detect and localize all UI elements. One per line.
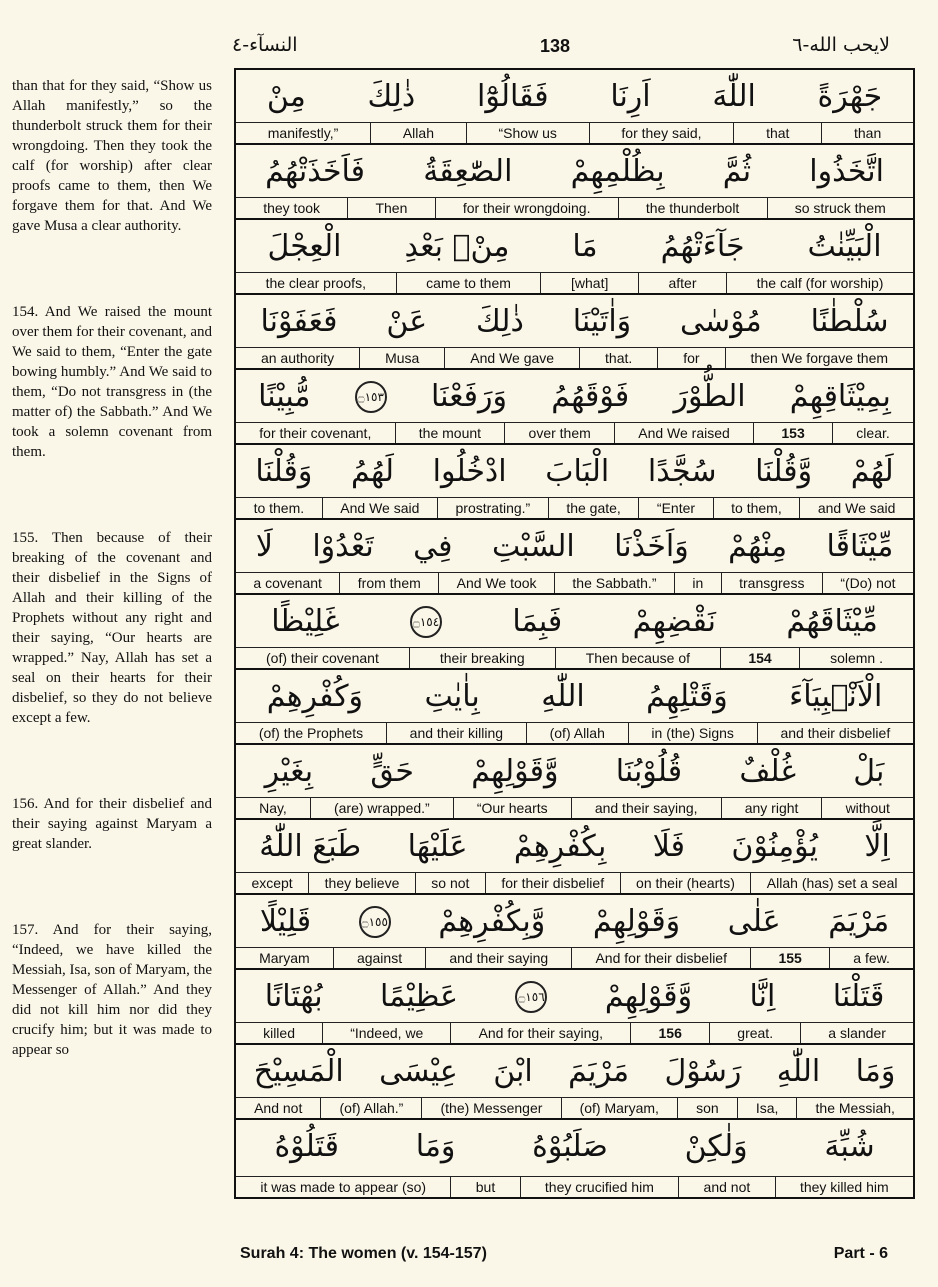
arabic-line	[236, 445, 913, 498]
english-gloss-line	[236, 1022, 913, 1043]
arabic-word: بَلْ	[853, 754, 885, 789]
arabic-word: وَّقَوْلِهِمْ	[604, 979, 693, 1014]
arabic-word: اللّٰهِ	[776, 1054, 821, 1089]
arabic-line	[236, 370, 913, 423]
gloss-cell: a few.	[829, 948, 913, 968]
arabic-word: فَقَالُوْٓا	[476, 79, 549, 114]
arabic-word: لَا	[255, 529, 273, 564]
english-gloss-line	[236, 647, 913, 668]
arabic-word: غُلْفٌ	[739, 754, 797, 789]
gloss-cell: they took	[263, 200, 321, 216]
verse-number-cell: 153	[753, 423, 832, 443]
verse-row	[236, 370, 913, 445]
arabic-word: فَعَفَوْنَا	[260, 304, 338, 339]
arabic-word: وَاٰتَيْنَا	[572, 304, 632, 339]
gloss-cell: their breaking	[409, 648, 555, 668]
arabic-line	[236, 670, 913, 723]
verse-row	[236, 445, 913, 520]
gloss-cell: son	[677, 1098, 737, 1118]
arabic-word: السَّبْتِ	[491, 529, 575, 564]
arabic-word: عَظِيْمًا	[380, 979, 459, 1014]
gloss-cell: Allah (has) set a seal	[750, 873, 913, 893]
juz-title-arabic: لايحب الله-٦	[792, 34, 890, 56]
verse-number-cell: 154	[720, 648, 799, 668]
gloss-cell: and not	[678, 1177, 774, 1197]
gloss-cell: solemn .	[799, 648, 913, 668]
gloss-cell: And We took	[438, 573, 554, 593]
gloss-cell: Nay,	[259, 800, 287, 816]
gloss-cell: clear.	[832, 423, 913, 443]
arabic-word: الْمَسِيْحَ	[253, 1054, 344, 1089]
gloss-cell: manifestly,”	[267, 125, 339, 141]
gloss-cell: they crucified him	[520, 1177, 679, 1197]
gloss-cell: and their saying,	[571, 798, 721, 818]
arabic-word: بِغَيْرِ	[264, 754, 314, 789]
arabic-word: وَمَا	[415, 1129, 456, 1164]
ayah-number-marker: ۝١٥٤	[410, 606, 442, 638]
gloss-cell: “Enter	[638, 498, 712, 518]
footer-surah-info: Surah 4: The women (v. 154-157)	[240, 1245, 487, 1262]
arabic-word: الطُّوْرَ	[673, 379, 746, 414]
side-paragraph: than that for they said, “Show us Allah manifestly,” so the thunderbolt struck them for their wrongdoing. Then they took the calf (for worship) after clear proofs came to them, then We forgave them for that. And We gave Musa a clear authority.	[12, 78, 212, 234]
gloss-cell: [what]	[540, 273, 637, 293]
arabic-line	[236, 520, 913, 573]
arabic-word: بِكُفْرِهِمْ	[513, 829, 607, 864]
arabic-word: فِي	[413, 529, 453, 564]
arabic-word: بِظُلْمِهِمْ	[570, 154, 665, 189]
arabic-word: نَقْضِهِمْ	[632, 604, 716, 639]
arabic-word: ذٰلِكَ	[367, 79, 416, 114]
gloss-cell: came to them	[396, 273, 541, 293]
gloss-cell: from them	[339, 573, 438, 593]
arabic-word: بُهْتَانًا	[264, 979, 323, 1014]
gloss-cell: transgress	[721, 573, 822, 593]
gloss-cell: for their wrongdoing.	[435, 198, 618, 218]
gloss-cell: (of) Maryam,	[561, 1098, 678, 1118]
arabic-line	[236, 745, 913, 798]
arabic-word: مِنْ	[266, 79, 306, 114]
english-gloss-line	[236, 1176, 913, 1197]
gloss-cell: And We said	[322, 498, 437, 518]
arabic-word: اتَّخَذُوا	[809, 154, 884, 189]
gloss-cell: for their covenant,	[259, 425, 372, 441]
gloss-cell: to them,	[713, 498, 800, 518]
gloss-cell: a slander	[800, 1023, 913, 1043]
arabic-word: وَلٰكِنْ	[684, 1129, 748, 1164]
arabic-word: عَلٰى	[727, 904, 781, 939]
gloss-cell: And for their disbelief	[571, 948, 750, 968]
english-gloss-line	[236, 947, 913, 968]
arabic-word: وَّقُلْنَا	[755, 454, 813, 489]
gloss-cell: (the) Messenger	[421, 1098, 560, 1118]
arabic-word: بِمِيْثَاقِهِمْ	[789, 379, 891, 414]
arabic-word: ثُمَّ	[722, 154, 752, 189]
arabic-word: اِلَّا	[864, 829, 890, 864]
gloss-cell: to them.	[253, 500, 305, 516]
arabic-word: الْاَنْۢبِيَآءَ	[789, 679, 883, 714]
arabic-word: رَسُوْلَ	[664, 1054, 742, 1089]
gloss-cell: they believe	[308, 873, 415, 893]
word-by-word-grid	[234, 68, 915, 1199]
gloss-cell: an authority	[260, 350, 335, 366]
gloss-cell: “Indeed, we	[322, 1023, 450, 1043]
gloss-cell: And We gave	[444, 348, 579, 368]
arabic-word: غَلِيْظًا	[271, 604, 340, 639]
gloss-cell: in	[674, 573, 721, 593]
gloss-cell: then We forgave them	[725, 348, 913, 368]
arabic-word: الْعِجْلَ	[267, 229, 342, 264]
gloss-cell: except	[251, 875, 293, 891]
gloss-cell: it was made to appear (so)	[260, 1179, 427, 1195]
verse-row	[236, 1045, 913, 1120]
gloss-cell: And We raised	[614, 423, 753, 443]
gloss-cell: a covenant	[253, 575, 322, 591]
gloss-cell: they killed him	[775, 1177, 913, 1197]
gloss-cell: “Our hearts	[453, 798, 571, 818]
arabic-word: وَمَا	[855, 1054, 896, 1089]
gloss-cell: and their disbelief	[757, 723, 913, 743]
arabic-line	[236, 295, 913, 348]
english-gloss-line	[236, 572, 913, 593]
verse-row	[236, 520, 913, 595]
gloss-cell: Maryam	[259, 950, 310, 966]
arabic-line	[236, 220, 913, 273]
arabic-word: طَبَعَ اللّٰهُ	[259, 829, 362, 864]
arabic-word: حَقٍّ	[370, 754, 414, 789]
page-header	[0, 30, 938, 64]
ayah-number-marker: ۝١٥٣	[355, 381, 387, 413]
page-footer	[240, 1245, 900, 1269]
gloss-cell: so not	[415, 873, 485, 893]
gloss-cell: killed	[263, 1025, 295, 1041]
verse-row	[236, 820, 913, 895]
arabic-word: وَرَفَعْنَا	[431, 379, 507, 414]
gloss-cell: “(Do) not	[822, 573, 913, 593]
gloss-cell: the Sabbath.”	[554, 573, 674, 593]
arabic-word: مَرْيَمَ	[568, 1054, 630, 1089]
arabic-word: ادْخُلُوا	[432, 454, 507, 489]
ayah-number-marker: ۝١٥٥	[359, 906, 391, 938]
arabic-word: مُوْسٰى	[680, 304, 762, 339]
arabic-word: وَّقَوْلِهِمْ	[471, 754, 559, 789]
gloss-cell: (are) wrapped.”	[310, 798, 453, 818]
gloss-cell: for they said,	[589, 123, 734, 143]
verse-row	[236, 145, 913, 220]
arabic-word: لَهُمْ	[850, 454, 894, 489]
arabic-word: مُّبِيْنًا	[258, 379, 311, 414]
gloss-cell: (of) their covenant	[266, 650, 379, 666]
arabic-word: عَنْ	[386, 304, 428, 339]
gloss-cell: for	[657, 348, 724, 368]
gloss-cell: and their killing	[386, 723, 526, 743]
gloss-cell: that	[733, 123, 821, 143]
surah-title-arabic: النسآء-٤	[232, 34, 298, 56]
gloss-cell: for their disbelief	[485, 873, 620, 893]
gloss-cell: Musa	[359, 348, 444, 368]
gloss-cell: prostrating.”	[437, 498, 548, 518]
arabic-word: بِاٰيٰتِ	[424, 679, 480, 714]
english-gloss-line	[236, 422, 913, 443]
arabic-word: وَاَخَذْنَا	[614, 529, 689, 564]
english-gloss-line	[236, 497, 913, 518]
gloss-cell: great.	[709, 1023, 800, 1043]
arabic-word: سُلْطٰنًا	[810, 304, 889, 339]
arabic-word: مِّيْثَاقًا	[826, 529, 894, 564]
arabic-word: فَلَا	[652, 829, 685, 864]
arabic-word: وَقَتْلِهِمُ	[646, 679, 728, 714]
footer-part: Part - 6	[833, 1245, 888, 1262]
side-paragraph: 155. Then because of their breaking of the covenant and their disbelief in the Signs of Allah and their killing of the Prophets without any right and their saying, “Our hearts are wrapped.” Nay, Allah has set a seal on their hearts for their disbelief, so they do not believe except a few.	[12, 530, 212, 726]
arabic-word: فَوْقَهُمُ	[551, 379, 630, 414]
verse-row	[236, 745, 913, 820]
arabic-line	[236, 895, 913, 948]
arabic-word: صَلَبُوْهُ	[532, 1129, 608, 1164]
arabic-word: شُبِّهَ	[824, 1129, 875, 1164]
gloss-cell: but	[450, 1177, 519, 1197]
english-gloss-line	[236, 722, 913, 743]
side-paragraph: 154. And We raised the mount over them for their covenant, and We said to them, “Enter the gate bowing humbly.” And We said to them, “Do not transgress in (the matter of) the Sabbath.” And We took a solemn covenant from them.	[12, 304, 212, 460]
arabic-word: مِنْۢ بَعْدِ	[404, 229, 510, 264]
english-gloss-line	[236, 347, 913, 368]
arabic-word: ابْنَ	[493, 1054, 533, 1089]
arabic-word: لَهُمُ	[351, 454, 394, 489]
page-number: 138	[540, 36, 571, 56]
gloss-cell: the gate,	[548, 498, 639, 518]
gloss-cell: Isa,	[737, 1098, 797, 1118]
verse-row	[236, 295, 913, 370]
arabic-word: سُجَّدًا	[647, 454, 717, 489]
gloss-cell: “Show us	[466, 123, 589, 143]
gloss-cell: the calf (for worship)	[726, 273, 913, 293]
verse-row	[236, 220, 913, 295]
arabic-word: الصّٰعِقَةُ	[423, 154, 513, 189]
gloss-cell: (of) the Prophets	[258, 725, 364, 741]
arabic-word: جَآءَتْهُمُ	[660, 229, 745, 264]
arabic-word: يُؤْمِنُوْنَ	[731, 829, 818, 864]
arabic-word: قَلِيْلًا	[259, 904, 312, 939]
gloss-cell: Then because of	[555, 648, 720, 668]
arabic-word: تَعْدُوْا	[312, 529, 374, 564]
side-translation	[12, 76, 212, 1060]
gloss-cell: the clear proofs,	[265, 275, 366, 291]
english-gloss-line	[236, 122, 913, 143]
gloss-cell: without	[821, 798, 913, 818]
english-gloss-line	[236, 872, 913, 893]
gloss-cell: the Messiah,	[796, 1098, 913, 1118]
gloss-cell: and We said	[799, 498, 913, 518]
verse-row	[236, 895, 913, 970]
arabic-word: ذٰلِكَ	[476, 304, 524, 339]
verse-row	[236, 1120, 913, 1197]
verse-row	[236, 70, 913, 145]
arabic-word: فَاَخَذَتْهُمُ	[265, 154, 366, 189]
arabic-line	[236, 970, 913, 1023]
arabic-word: الْبَابَ	[545, 454, 610, 489]
gloss-cell: after	[638, 273, 726, 293]
arabic-line	[236, 595, 913, 648]
ayah-number-marker: ۝١٥٦	[515, 981, 547, 1013]
arabic-word: اَرِنَا	[610, 79, 651, 114]
arabic-word: اللّٰهَ	[712, 79, 756, 114]
arabic-word: قَتَلْنَا	[832, 979, 885, 1014]
gloss-cell: the mount	[395, 423, 505, 443]
arabic-word: وَقَوْلِهِمْ	[592, 904, 681, 939]
arabic-word: مِنْهُمْ	[728, 529, 788, 564]
arabic-word: فَبِمَا	[512, 604, 563, 639]
arabic-word: مَرْيَمَ	[828, 904, 890, 939]
verse-row	[236, 595, 913, 670]
gloss-cell: and their saying	[425, 948, 571, 968]
gloss-cell: over them	[504, 423, 614, 443]
english-gloss-line	[236, 1097, 913, 1118]
arabic-word: عَلَيْهَا	[407, 829, 468, 864]
gloss-cell: so struck them	[767, 198, 913, 218]
arabic-word: جَهْرَةً	[817, 79, 883, 114]
gloss-cell: on their (hearts)	[620, 873, 751, 893]
english-gloss-line	[236, 197, 913, 218]
side-paragraph: 156. And for their disbelief and their saying against Maryam a great slander.	[12, 796, 212, 852]
gloss-cell: Allah	[370, 123, 466, 143]
arabic-word: وَقُلْنَا	[255, 454, 313, 489]
arabic-word: الْبَيِّنٰتُ	[807, 229, 882, 264]
gloss-cell: any right	[721, 798, 822, 818]
gloss-cell: against	[333, 948, 425, 968]
arabic-word: قُلُوْبُنَا	[615, 754, 683, 789]
english-gloss-line	[236, 797, 913, 818]
arabic-line	[236, 70, 913, 123]
arabic-line	[236, 820, 913, 873]
english-gloss-line	[236, 272, 913, 293]
verse-number-cell: 156	[630, 1023, 709, 1043]
gloss-cell: Then	[347, 198, 434, 218]
gloss-cell: in (the) Signs	[628, 723, 757, 743]
arabic-word: مَا	[572, 229, 598, 264]
gloss-cell: than	[821, 123, 913, 143]
arabic-line	[236, 145, 913, 198]
arabic-line	[236, 1120, 913, 1173]
arabic-word: وَّبِكُفْرِهِمْ	[438, 904, 546, 939]
gloss-cell: (of) Allah.”	[320, 1098, 421, 1118]
side-paragraph: 157. And for their saying, “Indeed, we have killed the Messiah, Isa, son of Maryam, the Messenger of Allah.” And they did not kill him nor did they crucify him; but it was made to appear so	[12, 922, 212, 1058]
gloss-cell: And not	[254, 1100, 303, 1116]
gloss-cell: (of) Allah	[526, 723, 628, 743]
gloss-cell: that.	[579, 348, 657, 368]
verse-row	[236, 970, 913, 1045]
arabic-word: اِنَّا	[749, 979, 776, 1014]
verse-number-cell: 155	[750, 948, 829, 968]
gloss-cell: And for their saying,	[450, 1023, 630, 1043]
arabic-word: عِيْسَى	[379, 1054, 458, 1089]
arabic-word: اللّٰهِ	[541, 679, 585, 714]
arabic-word: قَتَلُوْهُ	[274, 1129, 339, 1164]
arabic-word: مِّيْثَاقَهُمْ	[786, 604, 878, 639]
arabic-word: وَكُفْرِهِمْ	[266, 679, 364, 714]
gloss-cell: the thunderbolt	[618, 198, 767, 218]
verse-row	[236, 670, 913, 745]
arabic-line	[236, 1045, 913, 1098]
